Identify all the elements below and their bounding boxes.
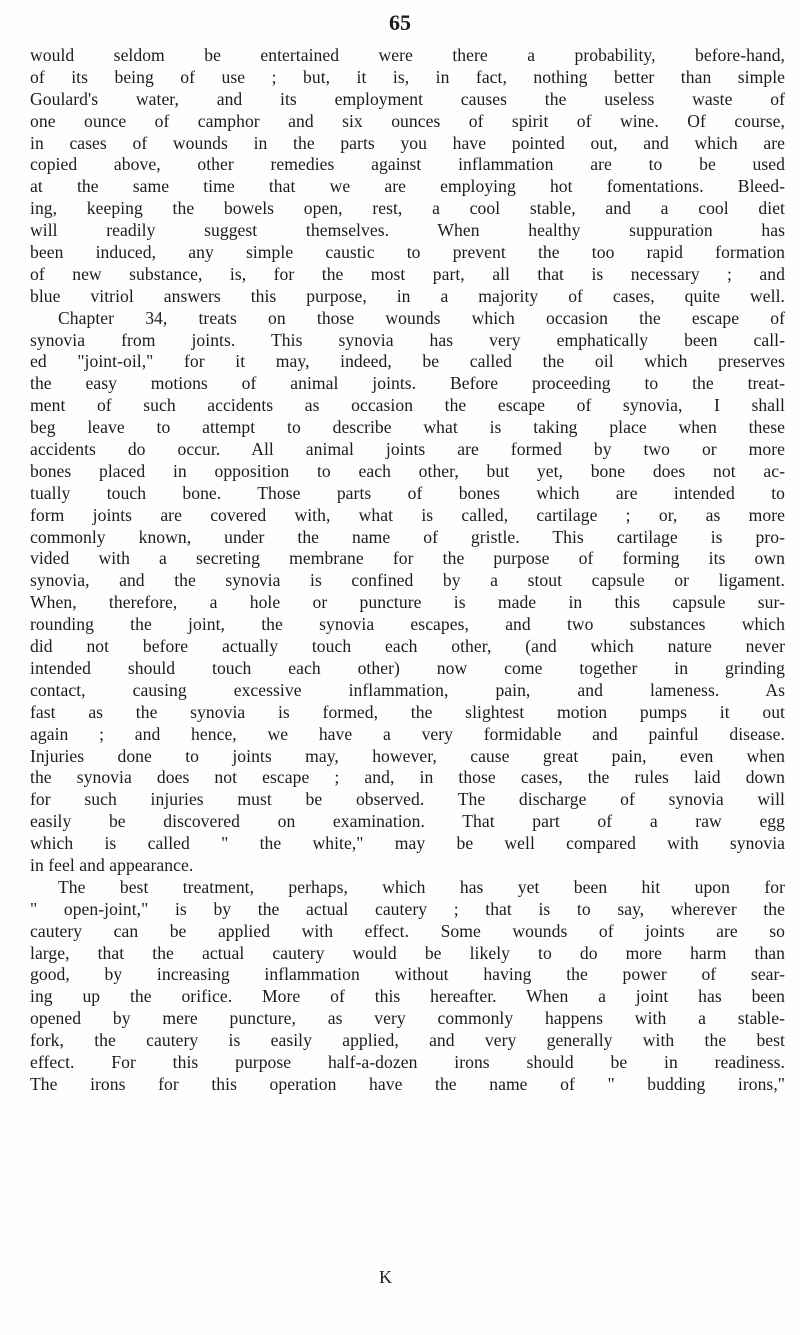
text-line: rounding the joint, the synovia escapes, and two substances which <box>30 614 785 635</box>
text-line: commonly known, under the name of gristle. This cartilage is pro- <box>30 526 785 547</box>
text-line: of new substance, is, for the most part, all that is necessary ; and <box>30 263 785 284</box>
text-line: copied above, other remedies against inflammation are to be used <box>30 154 785 175</box>
text-line: The irons for this operation have the name of " budding irons," <box>30 1073 785 1094</box>
text-line: When, therefore, a hole or puncture is made in this capsule sur- <box>30 592 785 613</box>
paragraph-end-line: in feel and appearance. <box>30 854 194 875</box>
text-line: which is called " the white," may be well compared with synovia <box>30 833 785 854</box>
text-line: the synovia does not escape ; and, in those cases, the rules laid down <box>30 767 785 788</box>
text-line: been induced, any simple caustic to prevent the too rapid formation <box>30 242 785 263</box>
text-line: for such injuries must be observed. The discharge of synovia will <box>30 789 785 810</box>
text-line: fast as the synovia is formed, the slightest motion pumps it out <box>30 701 785 722</box>
text-line: fork, the cautery is easily applied, and very generally with the best <box>30 1030 785 1051</box>
paragraph-start-line: The best treatment, perhaps, which has yet been hit upon for <box>58 876 785 897</box>
text-line: synovia, and the synovia is confined by a stout capsule or ligament. <box>30 570 785 591</box>
text-line: Goulard's water, and its employment causes the useless waste of <box>30 88 785 109</box>
text-line: would seldom be entertained were there a probability, before-hand, <box>30 45 785 65</box>
text-line: will readily suggest themselves. When healthy suppuration has <box>30 220 785 241</box>
text-line: bones placed in opposition to each other, but yet, bone does not ac- <box>30 460 785 481</box>
text-line: accidents do occur. All animal joints are formed by two or more <box>30 439 785 460</box>
text-line: vided with a secreting membrane for the purpose of forming its own <box>30 548 785 569</box>
signature-mark: K <box>379 1267 392 1287</box>
text-line: the easy motions of animal joints. Before proceeding to the treat- <box>30 373 785 394</box>
text-line: form joints are covered with, what is called, cartilage ; or, as more <box>30 504 785 525</box>
text-line: Injuries done to joints may, however, cause great pain, even when <box>30 745 785 766</box>
text-line: ment of such accidents as occasion the escape of synovia, I shall <box>30 395 785 416</box>
text-line: effect. For this purpose half-a-dozen irons should be in readiness. <box>30 1051 785 1072</box>
text-line: ed "joint-oil," for it may, indeed, be called the oil which preserves <box>30 351 785 372</box>
text-line: blue vitriol answers this purpose, in a majority of cases, quite well. <box>30 285 785 306</box>
text-line: of its being of use ; but, it is, in fact, nothing better than simple <box>30 66 785 87</box>
text-line: in cases of wounds in the parts you have pointed out, and which are <box>30 132 785 153</box>
text-line: opened by mere puncture, as very commonly happens with a stable- <box>30 1008 785 1029</box>
text-line: contact, causing excessive inflammation, pain, and lameness. As <box>30 679 785 700</box>
text-line: " open-joint," is by the actual cautery ; that is to say, wherever the <box>30 898 785 919</box>
text-line: ing, keeping the bowels open, rest, a cool stable, and a cool diet <box>30 198 785 219</box>
text-line: intended should touch each other) now come together in grinding <box>30 657 785 678</box>
text-line: did not before actually touch each other, (and which nature never <box>30 636 785 657</box>
text-line: again ; and hence, we have a very formidable and painful disease. <box>30 723 785 744</box>
paragraph-start-line: Chapter 34, treats on those wounds which occasion the escape of <box>58 307 785 328</box>
text-line: beg leave to attempt to describe what is taking place when these <box>30 417 785 438</box>
text-line: cautery can be applied with effect. Some wounds of joints are so <box>30 920 785 941</box>
text-line: easily be discovered on examination. That part of a raw egg <box>30 811 785 832</box>
text-line: tually touch bone. Those parts of bones which are intended to <box>30 482 785 503</box>
text-line: ing up the orifice. More of this hereafter. When a joint has been <box>30 986 785 1007</box>
text-line: large, that the actual cautery would be likely to do more harm than <box>30 942 785 963</box>
page-number: 65 <box>389 10 411 35</box>
text-line: good, by increasing inflammation without having the power of sear- <box>30 964 785 985</box>
text-line: synovia from joints. This synovia has very emphatically been call- <box>30 329 785 350</box>
body-text <box>30 45 785 1096</box>
text-line: one ounce of camphor and six ounces of spirit of wine. Of course, <box>30 110 785 131</box>
text-line: at the same time that we are employing hot fomentations. Bleed- <box>30 176 785 197</box>
